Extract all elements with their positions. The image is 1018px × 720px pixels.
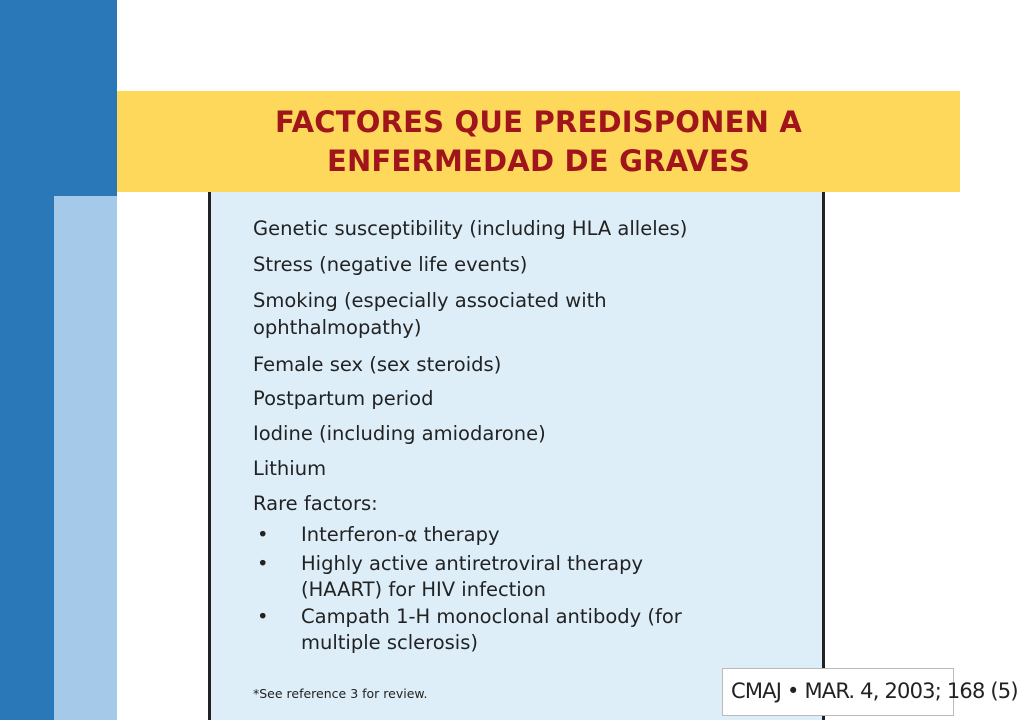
list-item: Genetic susceptibility (including HLA alleles) (253, 217, 688, 240)
list-item: Lithium (253, 457, 327, 480)
bullet-text: Campath 1-H monoclonal antibody (for (301, 605, 682, 628)
list-item: Iodine (including amiodarone) (253, 422, 546, 445)
bullet-icon: • (257, 605, 269, 628)
figure-table-image (208, 192, 825, 720)
bullet-text: Highly active antiretroviral therapy (301, 552, 643, 575)
figure-footnote: *See reference 3 for review. (253, 686, 428, 701)
citation-text: CMAJ • MAR. 4, 2003; 168 (5) (731, 679, 1018, 703)
citation-box (722, 668, 1018, 716)
page-title (117, 103, 960, 181)
title-line-2: ENFERMEDAD DE GRAVES (326, 144, 751, 178)
sidebar-light-bar (54, 196, 117, 720)
bullet-text: (HAART) for HIV infection (301, 578, 547, 601)
title-line-1: FACTORES QUE PREDISPONEN A (274, 105, 803, 139)
list-item: Smoking (especially associated with (253, 289, 607, 312)
rare-factors-heading: Rare factors: (253, 492, 378, 515)
list-item: Female sex (sex steroids) (253, 353, 502, 376)
bullet-icon: • (257, 523, 269, 546)
bullet-text: multiple sclerosis) (301, 631, 478, 654)
bullet-icon: • (257, 552, 269, 575)
list-item: Stress (negative life events) (253, 253, 528, 276)
list-item-continuation: ophthalmopathy) (253, 316, 422, 339)
bullet-text: Interferon-α therapy (301, 523, 500, 546)
list-item: Postpartum period (253, 387, 434, 410)
